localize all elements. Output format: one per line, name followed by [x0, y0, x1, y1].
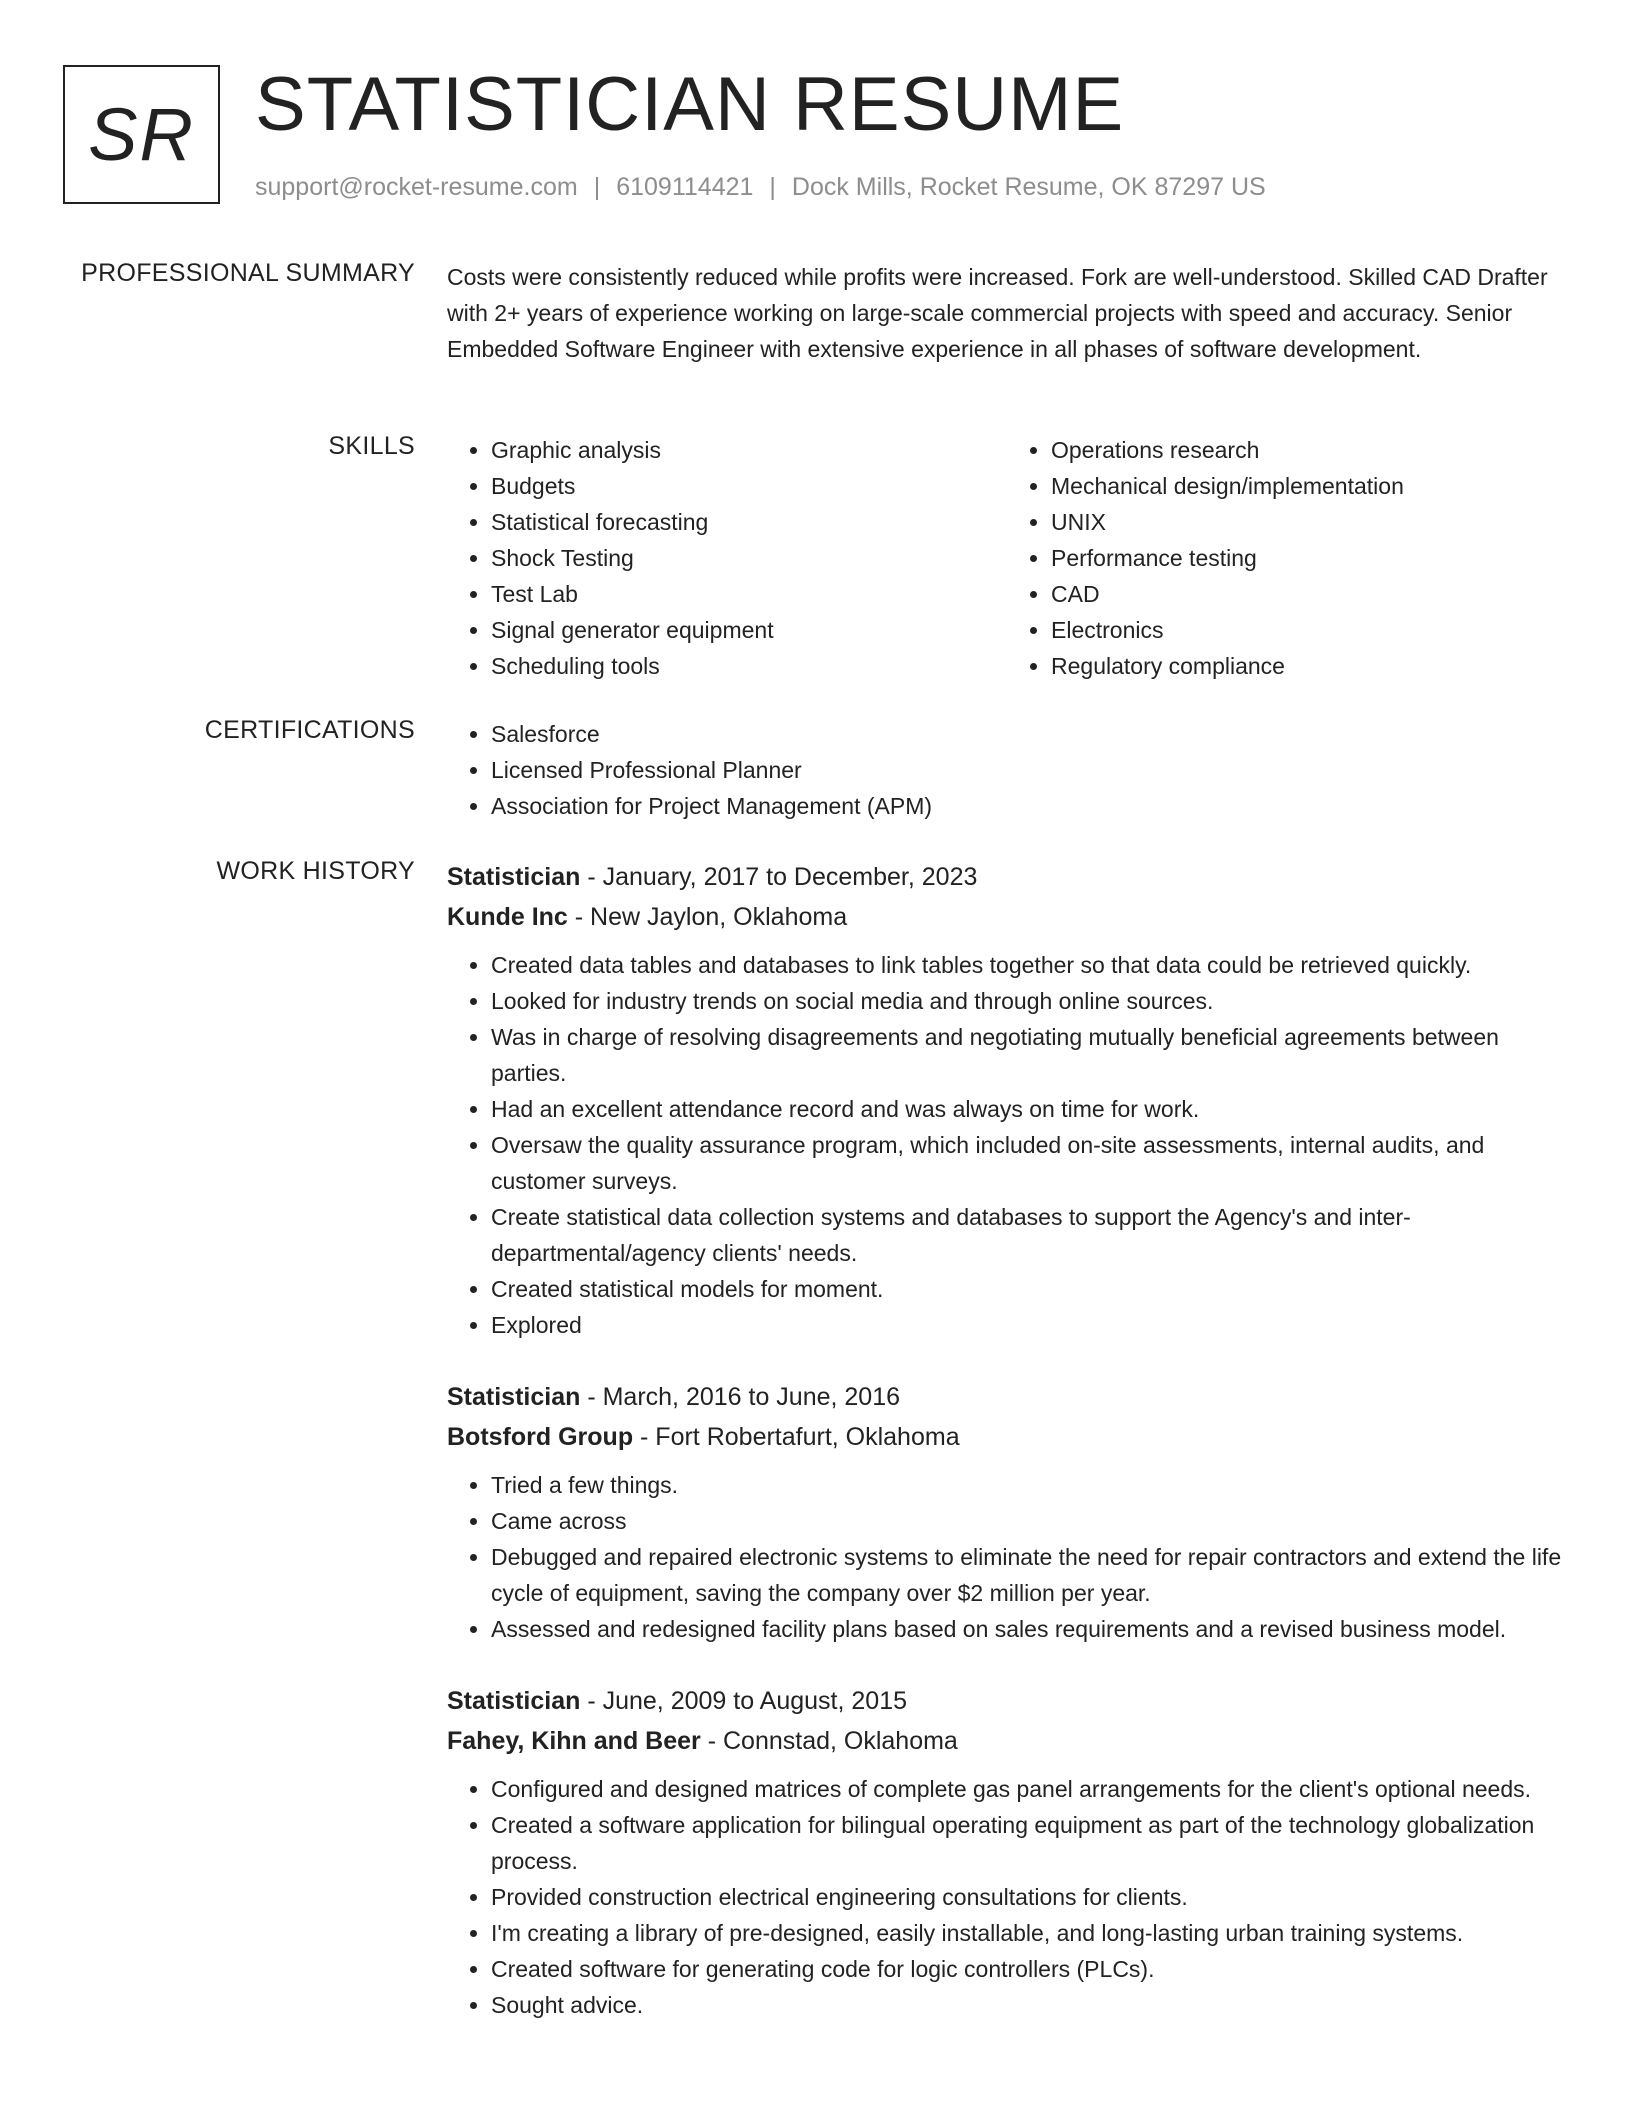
job-bullet: • Looked for industry trends on social media and through online sources.	[491, 983, 1567, 1019]
section-label-summary: PROFESSIONAL SUMMARY	[81, 259, 415, 287]
skills-columns	[447, 432, 1567, 684]
job-title: Statistician	[447, 863, 581, 891]
job-company-line	[447, 897, 1567, 937]
job-bullet: • Tried a few things.	[491, 1467, 1567, 1503]
job-bullet: • Created a software application for bilingual operating equipment as part of the technology globalization process.	[491, 1807, 1567, 1879]
section-label-skills: SKILLS	[328, 432, 415, 460]
certifications-list	[447, 716, 1567, 824]
skill-item: • Electronics	[1051, 612, 1567, 648]
monogram-logo: SR	[63, 65, 220, 204]
job-bullet: • Created statistical models for moment.	[491, 1271, 1567, 1307]
job-bullet: • Explored	[491, 1307, 1567, 1343]
job-bullet: • Created data tables and databases to link tables together so that data could be retrieved quickly.	[491, 947, 1567, 983]
skill-item: • CAD	[1051, 576, 1567, 612]
job-dates: - June, 2009 to August, 2015	[580, 1687, 908, 1715]
skills-list-left	[447, 432, 1007, 684]
certification-item: • Salesforce	[491, 716, 1567, 752]
job-company: Kunde Inc	[447, 903, 568, 931]
skill-item: • Mechanical design/implementation	[1051, 468, 1567, 504]
skill-item: • UNIX	[1051, 504, 1567, 540]
work-history-body	[447, 857, 1567, 2057]
skill-item: • Shock Testing	[491, 540, 1007, 576]
job-entry	[447, 857, 1567, 1343]
page-title: STATISTICIAN RESUME	[255, 62, 1125, 147]
skill-item: • Operations research	[1051, 432, 1567, 468]
certifications-body	[447, 716, 1567, 824]
skill-item: • Signal generator equipment	[491, 612, 1007, 648]
skill-item: • Budgets	[491, 468, 1007, 504]
job-title: Statistician	[447, 1383, 581, 1411]
certification-item: • Association for Project Management (APM)	[491, 788, 1567, 824]
contact-address: Dock Mills, Rocket Resume, OK 87297 US	[791, 173, 1266, 201]
job-bullet: • Provided construction electrical engineering consultations for clients.	[491, 1879, 1567, 1915]
job-dates: - January, 2017 to December, 2023	[580, 863, 978, 891]
contact-line	[255, 173, 1266, 202]
job-title: Statistician	[447, 1687, 581, 1715]
job-location: - Connstad, Oklahoma	[700, 1727, 958, 1755]
skill-item: • Scheduling tools	[491, 648, 1007, 684]
job-entry	[447, 1681, 1567, 2023]
section-label-certifications: CERTIFICATIONS	[204, 716, 415, 744]
job-bullet: • Sought advice.	[491, 1987, 1567, 2023]
skill-item: • Performance testing	[1051, 540, 1567, 576]
skills-list-right	[1007, 432, 1567, 684]
job-bullet: • Assessed and redesigned facility plans based on sales requirements and a revised business model.	[491, 1611, 1567, 1647]
job-bullets	[447, 1771, 1567, 2023]
job-company: Fahey, Kihn and Beer	[447, 1727, 701, 1755]
job-company-line	[447, 1417, 1567, 1457]
job-bullet: • Oversaw the quality assurance program, which included on-site assessments, internal audits, and customer surveys.	[491, 1127, 1567, 1199]
job-title-line	[447, 857, 1567, 897]
job-bullet: • Create statistical data collection systems and databases to support the Agency's and inter-departmental/agency clients' needs.	[491, 1199, 1567, 1271]
job-title-line	[447, 1377, 1567, 1417]
contact-phone[interactable]: 6109114421	[616, 173, 754, 201]
separator: |	[769, 173, 776, 201]
certification-item: • Licensed Professional Planner	[491, 752, 1567, 788]
job-bullet: • Configured and designed matrices of complete gas panel arrangements for the client's optional needs.	[491, 1771, 1567, 1807]
job-bullets	[447, 947, 1567, 1343]
job-bullets	[447, 1467, 1567, 1647]
skill-item: • Statistical forecasting	[491, 504, 1007, 540]
skill-item: • Graphic analysis	[491, 432, 1007, 468]
job-bullet: • Debugged and repaired electronic systems to eliminate the need for repair contractors and extend the life cycle of equipment, saving the company over $2 million per year.	[491, 1539, 1567, 1611]
job-location: - Fort Robertafurt, Oklahoma	[633, 1423, 960, 1451]
summary-text: Costs were consistently reduced while profits were increased. Fork are well-understood. Skilled CAD Drafter with 2+ years of experience working on large-scale commercial projects with speed and accuracy. Senior Embedded Software Engineer with extensive experience in all phases of software development.	[447, 264, 1548, 362]
job-company-line	[447, 1721, 1567, 1761]
resume-header	[63, 62, 1563, 215]
contact-email[interactable]: support@rocket-resume.com	[255, 173, 578, 201]
job-bullet: • Had an excellent attendance record and was always on time for work.	[491, 1091, 1567, 1127]
job-location: - New Jaylon, Oklahoma	[567, 903, 848, 931]
skill-item: • Test Lab	[491, 576, 1007, 612]
skill-item: • Regulatory compliance	[1051, 648, 1567, 684]
job-title-line	[447, 1681, 1567, 1721]
job-entry	[447, 1377, 1567, 1647]
separator: |	[593, 173, 601, 201]
job-dates: - March, 2016 to June, 2016	[580, 1383, 901, 1411]
job-bullet: • Created software for generating code for logic controllers (PLCs).	[491, 1951, 1567, 1987]
job-company: Botsford Group	[447, 1423, 634, 1451]
job-bullet: • Was in charge of resolving disagreements and negotiating mutually beneficial agreements between parties.	[491, 1019, 1567, 1091]
section-label-work-history: WORK HISTORY	[216, 857, 415, 885]
job-bullet: • I'm creating a library of pre-designed, easily installable, and long-lasting urban training systems.	[491, 1915, 1567, 1951]
job-bullet: • Came across	[491, 1503, 1567, 1539]
